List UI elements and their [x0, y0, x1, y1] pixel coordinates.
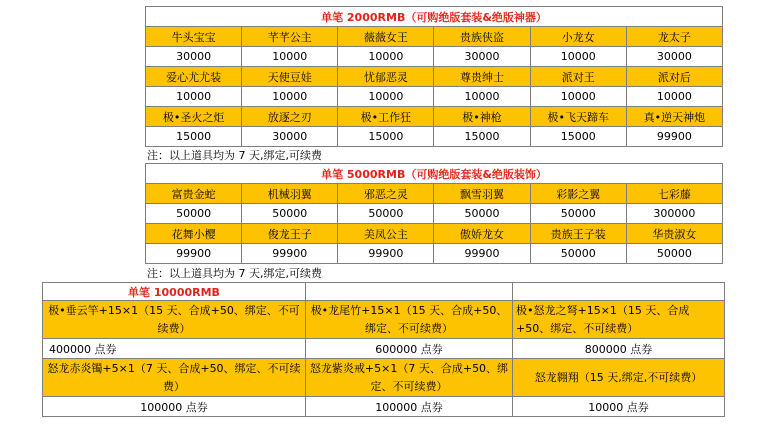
- item-price: 800000 点券: [513, 339, 725, 359]
- empty-cell: [306, 283, 513, 301]
- name-row: [146, 224, 723, 244]
- item-name: 富贵金蛇: [146, 184, 242, 204]
- item-price: 10000: [242, 47, 338, 67]
- price-row: [146, 127, 723, 147]
- price-row: [43, 397, 725, 417]
- item-name: 极•龙尾竹+15×1（15 天、合成+50、绑定、不可续费）: [306, 301, 513, 339]
- item-name: 真•逆天神炮: [626, 107, 722, 127]
- item-price: 50000: [434, 204, 530, 224]
- item-price: 30000: [146, 47, 242, 67]
- item-name: 小龙女: [530, 27, 626, 47]
- item-name: 机械羽翼: [242, 184, 338, 204]
- item-name: 花舞小樱: [146, 224, 242, 244]
- price-row: [146, 244, 723, 264]
- item-name: 彩影之翼: [530, 184, 626, 204]
- item-name: 极•神枪: [434, 107, 530, 127]
- price-row: [146, 87, 723, 107]
- item-price: 10000: [434, 87, 530, 107]
- item-price: 50000: [530, 204, 626, 224]
- table-header-row: [146, 164, 723, 184]
- item-name: 派对后: [626, 67, 722, 87]
- item-price: 10000: [146, 87, 242, 107]
- item-name: 飘雪羽翼: [434, 184, 530, 204]
- item-name: 派对王: [530, 67, 626, 87]
- item-name: 极•圣火之炬: [146, 107, 242, 127]
- item-price: 10000: [530, 87, 626, 107]
- section-note: 注：以上道具均为 7 天,绑定,可续费: [147, 149, 322, 162]
- table-header-row: [43, 283, 725, 301]
- item-price: 600000 点券: [306, 339, 513, 359]
- item-price: 10000: [338, 87, 434, 107]
- table-5000rmb: [145, 163, 723, 264]
- item-price: 10000: [338, 47, 434, 67]
- price-row: [43, 339, 725, 359]
- item-name: 放逐之刃: [242, 107, 338, 127]
- item-name: 贵族侠盗: [434, 27, 530, 47]
- item-price: 10000: [626, 87, 722, 107]
- item-name: 怒龙翱翔（15 天,绑定,不可续费）: [513, 359, 725, 397]
- item-price: 15000: [338, 127, 434, 147]
- item-price: 30000: [626, 47, 722, 67]
- section-title: 单笔 2000RMB（可购绝版套装&绝版神器）: [146, 7, 723, 27]
- item-name: 尊贵绅士: [434, 67, 530, 87]
- item-name: 龙太子: [626, 27, 722, 47]
- price-row: [146, 47, 723, 67]
- table-10000rmb: [42, 282, 725, 417]
- item-name: 爱心尤尤装: [146, 67, 242, 87]
- price-row: [146, 204, 723, 224]
- table-header-row: [146, 7, 723, 27]
- item-name: 怒龙赤炎镯+5×1（7 天、合成+50、绑定、不可续费）: [43, 359, 306, 397]
- item-price: 10000: [530, 47, 626, 67]
- item-name: 怒龙紫炎戒+5×1（7 天、合成+50、绑定、不可续费）: [306, 359, 513, 397]
- item-name: 美凤公主: [338, 224, 434, 244]
- empty-cell: [513, 283, 725, 301]
- item-name: 俊龙王子: [242, 224, 338, 244]
- item-name: 牛头宝宝: [146, 27, 242, 47]
- item-name: 芊芊公主: [242, 27, 338, 47]
- item-price: 50000: [626, 244, 722, 264]
- item-price: 100000 点券: [43, 397, 306, 417]
- item-price: 50000: [242, 204, 338, 224]
- item-name: 薇薇女王: [338, 27, 434, 47]
- name-row: [146, 27, 723, 47]
- item-name: 邪恶之灵: [338, 184, 434, 204]
- section-title: 单笔 10000RMB: [43, 283, 306, 301]
- item-name: 七彩藤: [626, 184, 722, 204]
- item-name: 傲娇龙女: [434, 224, 530, 244]
- item-price: 50000: [338, 204, 434, 224]
- section-title: 单笔 5000RMB（可购绝版套装&绝版装饰）: [146, 164, 723, 184]
- item-name: 华贵淑女: [626, 224, 722, 244]
- item-price: 99900: [146, 244, 242, 264]
- item-price: 15000: [530, 127, 626, 147]
- name-row: [146, 107, 723, 127]
- item-price: 50000: [146, 204, 242, 224]
- item-name: 极•工作狂: [338, 107, 434, 127]
- item-price: 15000: [434, 127, 530, 147]
- item-price: 300000: [626, 204, 722, 224]
- name-row: [146, 184, 723, 204]
- item-name: 忧郁恶灵: [338, 67, 434, 87]
- item-price: 99900: [338, 244, 434, 264]
- item-name: 极•怒龙之弩+15×1（15 天、合成+50、绑定、不可续费）: [513, 301, 725, 339]
- item-name: 极•垂云竿+15×1（15 天、合成+50、绑定、不可续费）: [43, 301, 306, 339]
- item-price: 99900: [626, 127, 722, 147]
- item-price: 99900: [242, 244, 338, 264]
- item-price: 10000 点券: [513, 397, 725, 417]
- item-price: 100000 点券: [306, 397, 513, 417]
- item-name: 贵族王子装: [530, 224, 626, 244]
- item-price: 400000 点券: [43, 339, 306, 359]
- item-price: 30000: [434, 47, 530, 67]
- item-price: 50000: [530, 244, 626, 264]
- item-name: 极•飞天蹄车: [530, 107, 626, 127]
- name-row: [146, 67, 723, 87]
- table-2000rmb: [145, 6, 723, 147]
- item-price: 10000: [242, 87, 338, 107]
- item-price: 99900: [434, 244, 530, 264]
- name-row: [43, 301, 725, 339]
- item-name: 天使豆娃: [242, 67, 338, 87]
- item-price: 15000: [146, 127, 242, 147]
- item-price: 30000: [242, 127, 338, 147]
- section-note: 注：以上道具均为 7 天,绑定,可续费: [147, 267, 322, 280]
- name-row: [43, 359, 725, 397]
